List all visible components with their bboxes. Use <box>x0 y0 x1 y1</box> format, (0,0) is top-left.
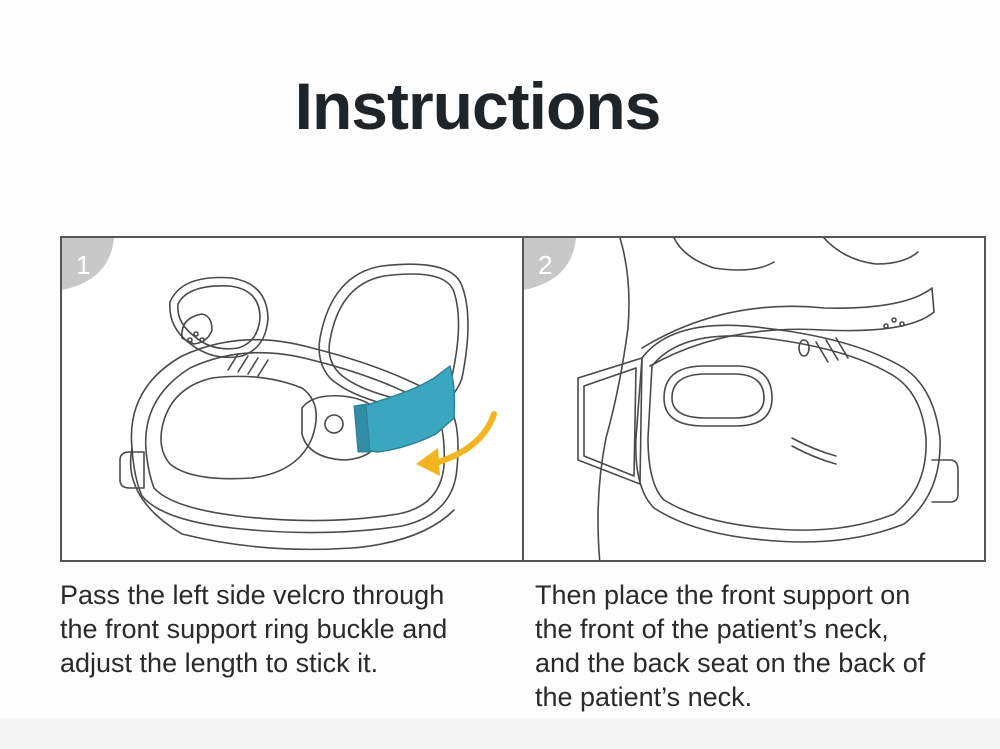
caption-line: and the back seat on the back of <box>535 648 926 678</box>
step-1-illustration-panel <box>60 236 524 562</box>
step-1-caption <box>60 578 510 680</box>
page-title: Instructions <box>294 69 661 143</box>
caption-line: the front of the patient’s neck, <box>535 614 889 644</box>
step-1-number: 1 <box>76 250 91 280</box>
step-2-caption <box>535 578 975 714</box>
caption-line: Then place the front support on <box>535 580 911 610</box>
caption-line: the patient’s neck. <box>535 682 753 712</box>
neck-brace-worn-illustration <box>524 238 986 562</box>
arrow-head-shape <box>416 448 440 476</box>
caption-line: the front support ring buckle and <box>60 614 448 644</box>
step-2-number: 2 <box>538 250 553 280</box>
caption-line: Pass the left side velcro through <box>60 580 445 610</box>
neck-brace-velcro-illustration <box>62 238 524 562</box>
step-2-illustration-panel <box>522 236 986 562</box>
caption-line: adjust the length to stick it. <box>60 648 379 678</box>
